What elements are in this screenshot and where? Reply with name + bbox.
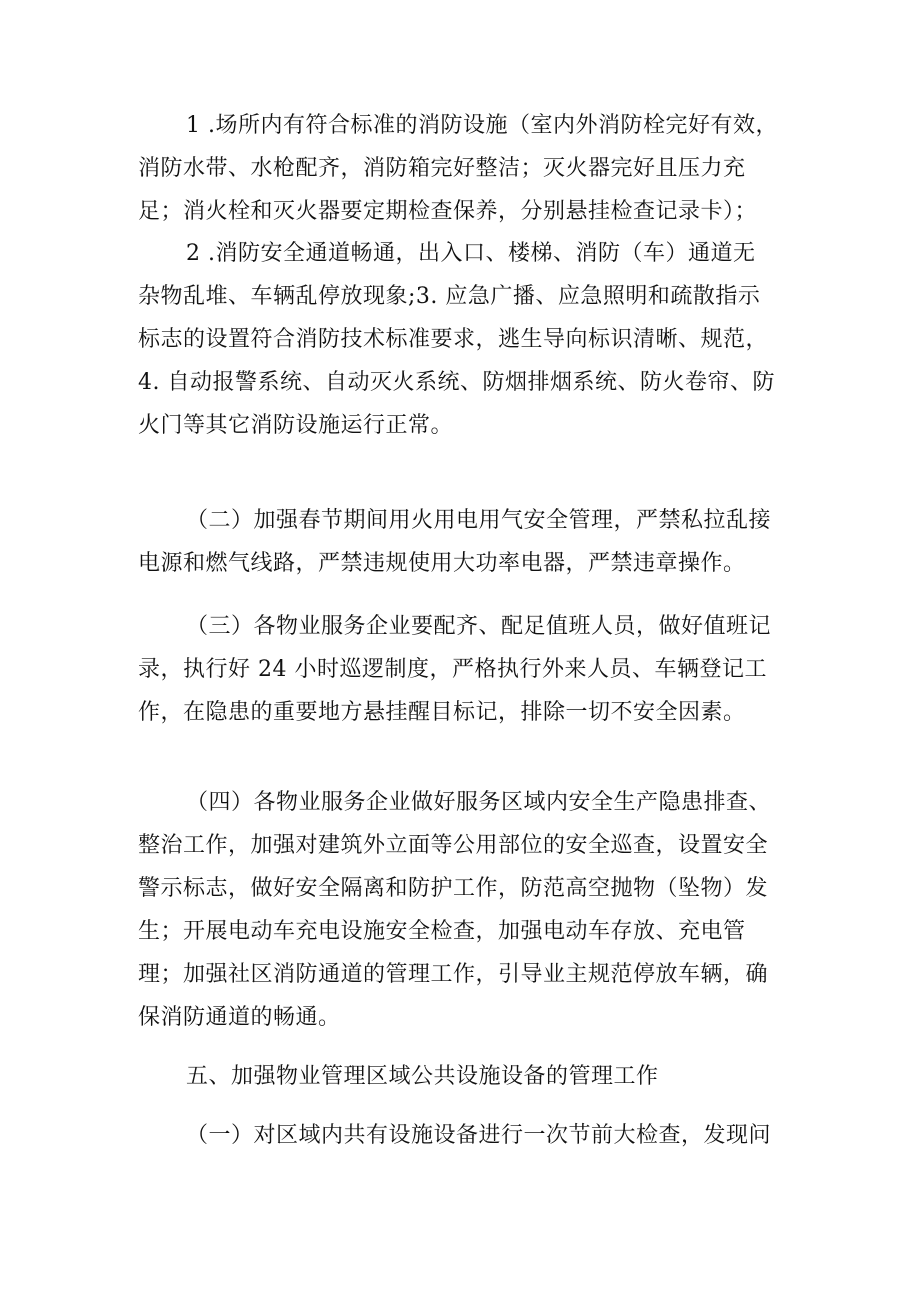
text-line: （二）加强春节期间用火用电用气安全管理，严禁私拉乱接: [186, 508, 772, 533]
text-line: 1 .场所内有符合标准的消防设施（室内外消防栓完好有效，: [186, 113, 778, 138]
text-line: （一）对区域内共有设施设备进行一次节前大检查，发现问: [186, 1123, 772, 1148]
text-line: 作，在隐患的重要地方悬挂醒目标记，排除一切不安全因素。: [138, 700, 746, 725]
text-line: 2 .消防安全通道畅通，出入口、楼梯、消防（车）通道无: [186, 241, 756, 266]
text-line: 标志的设置符合消防技术标准要求，逃生导向标识清晰、规范，: [138, 327, 769, 352]
text-line: 录，执行好 24 小时巡逻制度，严格执行外来人员、车辆登记工: [138, 657, 767, 682]
text-line: 电源和燃气线路，严禁违规使用大功率电器，严禁违章操作。: [138, 551, 746, 576]
text-line: 火门等其它消防设施运行正常。: [138, 413, 454, 438]
text-line: 保消防通道的畅通。: [138, 1005, 341, 1030]
paragraph-item-2: [138, 232, 788, 447]
paragraph-section-5-1: [138, 1114, 788, 1157]
paragraph-section-4: [138, 781, 788, 1039]
paragraph-item-1: [138, 104, 788, 233]
text-line: 整治工作，加强对建筑外立面等公用部位的安全巡查，设置安全: [138, 833, 769, 858]
text-line: 足；消火栓和灭火器要定期检查保养，分别悬挂检查记录卡）；: [138, 199, 758, 224]
paragraph-section-2: [138, 499, 788, 585]
text-line: （三）各物业服务企业要配齐、配足值班人员，做好值班记: [186, 614, 772, 639]
text-line: 4. 自动报警系统、自动灭火系统、防烟排烟系统、防火卷帘、防: [138, 370, 775, 395]
text-line: 杂物乱堆、车辆乱停放现象;3. 应急广播、应急照明和疏散指示: [138, 284, 761, 309]
text-line: 警示标志，做好安全隔离和防护工作，防范高空抛物（坠物）发: [138, 876, 769, 901]
text-line: 消防水带、水枪配齐，消防箱完好整洁；灭火器完好且压力充: [138, 156, 746, 181]
section-heading: 五、加强物业管理区域公共设施设备的管理工作: [186, 1064, 659, 1089]
heading-section-5: [138, 1055, 788, 1098]
paragraph-section-3: [138, 605, 788, 734]
text-line: 生；开展电动车充电设施安全检查，加强电动车存放、充电管: [138, 919, 746, 944]
text-line: （四）各物业服务企业做好服务区域内安全生产隐患排查、: [186, 790, 772, 815]
text-line: 理；加强社区消防通道的管理工作，引导业主规范停放车辆，确: [138, 962, 769, 987]
